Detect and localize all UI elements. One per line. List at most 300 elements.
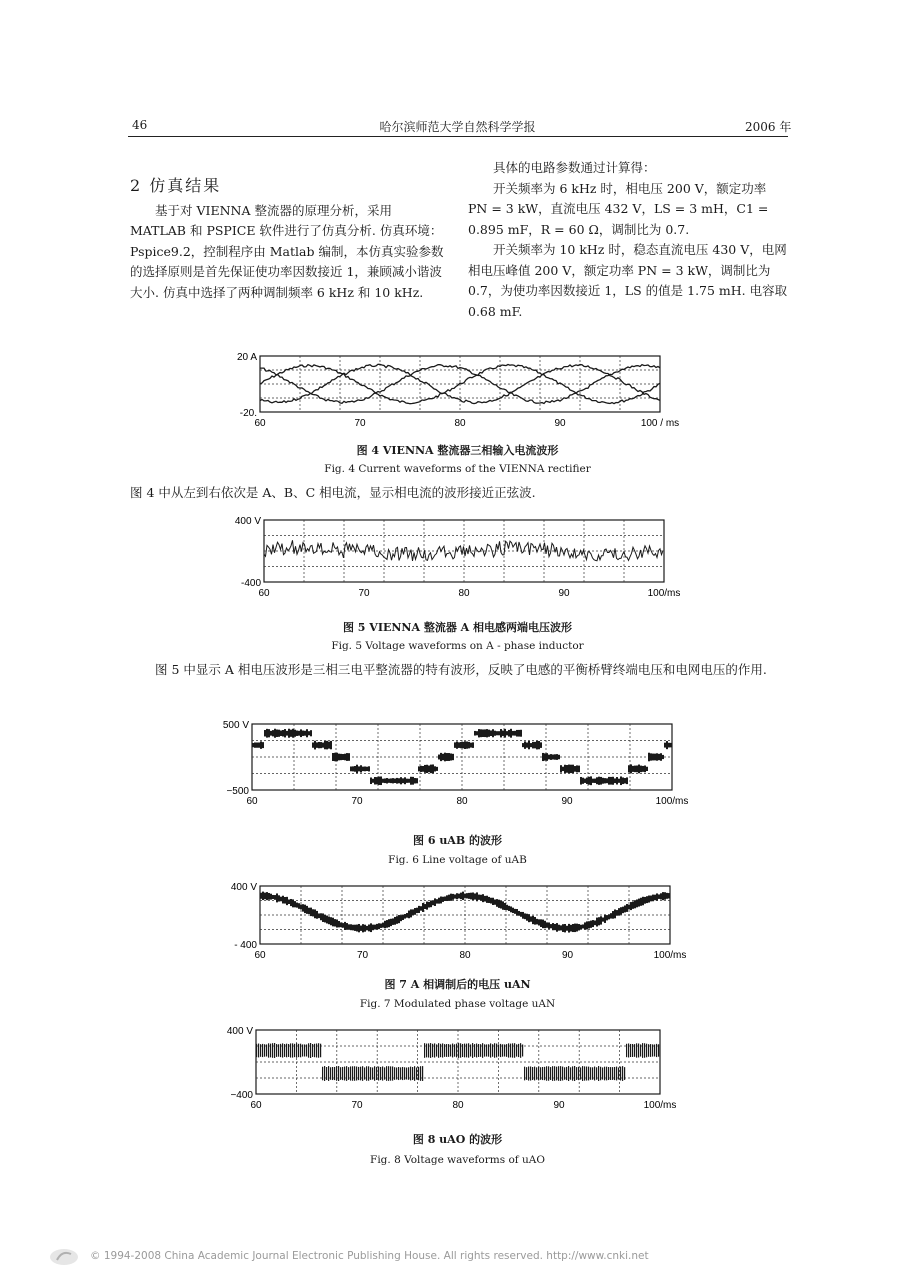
pwm-block-segment: [476, 1043, 477, 1057]
y-axis-top-label: 20 A: [236, 352, 257, 363]
line-voltage-segment: [542, 753, 544, 761]
line-voltage-segment: [444, 753, 446, 762]
line-voltage-segment: [312, 742, 314, 747]
pwm-block-segment: [330, 1067, 331, 1080]
pwm-block-segment: [600, 1067, 601, 1081]
y-axis-bottom-label: - 400: [234, 940, 257, 951]
phase-voltage-segment: [294, 901, 296, 907]
line-voltage-segment: [602, 778, 604, 784]
pwm-block-segment: [520, 1043, 521, 1058]
phase-voltage-segment: [396, 916, 398, 924]
x-tick-label: 90: [554, 418, 566, 429]
pwm-block-segment: [278, 1044, 279, 1056]
pwm-block-segment: [358, 1067, 359, 1080]
pwm-block-segment: [300, 1044, 301, 1058]
phase-voltage-segment: [576, 924, 578, 932]
pwm-block-segment: [256, 1044, 257, 1057]
phase-voltage-segment: [350, 924, 352, 930]
phase-voltage-segment: [556, 923, 558, 932]
phase-voltage-segment: [410, 909, 412, 917]
phase-voltage-segment: [298, 903, 300, 909]
pwm-block-segment: [504, 1044, 505, 1056]
line-voltage-segment: [488, 730, 490, 737]
pwm-block-segment: [656, 1044, 657, 1057]
fig5-caption-cn: 图 5 VIENNA 整流器 A 相电感两端电压波形: [342, 621, 573, 634]
x-tick-label: 80: [459, 950, 471, 961]
y-axis-bottom-label: -20.: [239, 408, 257, 419]
line-voltage-segment: [436, 767, 438, 771]
line-voltage-segment: [368, 766, 370, 771]
line-voltage-segment: [462, 742, 464, 748]
pwm-block-segment: [388, 1066, 389, 1081]
phase-voltage-segment: [612, 911, 614, 919]
header-rule: [128, 136, 788, 137]
left-column: [130, 176, 445, 303]
phase-voltage-segment: [278, 895, 280, 901]
line-voltage-segment: [554, 754, 556, 759]
line-voltage-segment: [452, 754, 454, 760]
fig6-plot: [212, 714, 692, 814]
pwm-block-segment: [530, 1067, 531, 1081]
phase-voltage-segment: [652, 895, 654, 902]
y-axis-bottom-label: -400: [240, 578, 261, 589]
phase-voltage-segment: [422, 903, 424, 912]
line-voltage-segment: [536, 741, 538, 750]
line-voltage-segment: [470, 743, 472, 748]
phase-voltage-segment: [356, 925, 358, 932]
phase-voltage-segment: [414, 908, 416, 915]
phase-voltage-segment: [316, 911, 318, 919]
x-tick-label: 100/ms: [647, 588, 681, 599]
pwm-block-segment: [262, 1044, 263, 1057]
pwm-block-segment: [512, 1043, 513, 1057]
phase-voltage-segment: [384, 921, 386, 928]
phase-voltage-segment: [400, 915, 402, 921]
pwm-block-segment: [548, 1066, 549, 1080]
pwm-block-segment: [318, 1043, 319, 1057]
pwm-block-segment: [258, 1044, 259, 1058]
line-voltage-segment: [316, 742, 318, 747]
pwm-block-segment: [284, 1044, 285, 1057]
phase-voltage-segment: [390, 919, 392, 926]
phase-voltage-segment: [334, 919, 336, 926]
pwm-block-segment: [306, 1044, 307, 1056]
phase-voltage-segment: [458, 894, 460, 899]
line-voltage-segment: [576, 765, 578, 772]
line-voltage-segment: [424, 765, 426, 773]
pwm-block-segment: [296, 1043, 297, 1057]
pwm-block-segment: [404, 1067, 405, 1080]
line-voltage-segment: [262, 742, 264, 748]
fig8-caption-cn: 图 8 uAO 的波形: [412, 1133, 503, 1146]
line-voltage-segment: [434, 766, 436, 771]
pwm-block-segment: [498, 1044, 499, 1056]
pwm-block-segment: [490, 1043, 491, 1057]
pwm-block-segment: [342, 1067, 343, 1080]
pwm-block-segment: [422, 1066, 423, 1081]
pwm-block-segment: [574, 1066, 575, 1081]
pwm-block-segment: [290, 1043, 291, 1057]
phase-voltage-segment: [522, 912, 524, 919]
phase-voltage-segment: [474, 893, 476, 899]
pwm-block-segment: [442, 1043, 443, 1057]
pwm-block-segment: [408, 1067, 409, 1080]
pwm-block-segment: [400, 1067, 401, 1079]
line-voltage-segment: [502, 731, 504, 736]
pwm-block-segment: [556, 1067, 557, 1081]
phase-voltage-segment: [288, 899, 290, 903]
phase-voltage-segment: [650, 896, 652, 902]
line-voltage-segment: [258, 742, 260, 747]
pwm-block-segment: [508, 1043, 509, 1057]
pwm-block-segment: [304, 1044, 305, 1056]
phase-voltage-segment: [286, 897, 288, 905]
pwm-block-segment: [580, 1067, 581, 1079]
pwm-block-segment: [266, 1044, 267, 1056]
pwm-block-segment: [402, 1067, 403, 1080]
phase-voltage-segment: [510, 906, 512, 912]
phase-voltage-segment: [476, 892, 478, 901]
phase-voltage-segment: [526, 914, 528, 921]
line-voltage-segment: [274, 729, 276, 738]
params-10khz: 开关频率为 10 kHz 时，稳态直流电压 430 V，电网相电压峰值 200 V，额定功率 PN = 3 kW，调制比为 0.7，为使功率因数接近 1，LS 的值是 1.75 mH. 电容取 0.68 mF.: [468, 242, 788, 319]
phase-voltage-segment: [370, 923, 372, 932]
line-voltage-segment: [340, 754, 342, 760]
phase-voltage-segment: [472, 892, 474, 900]
line-voltage-segment: [356, 765, 358, 773]
phase-voltage-segment: [452, 894, 454, 900]
line-voltage-segment: [540, 742, 542, 748]
phase-voltage-segment: [548, 922, 550, 928]
line-voltage-segment: [572, 765, 574, 773]
line-voltage-segment: [490, 730, 492, 736]
line-voltage-segment: [534, 742, 536, 748]
phase-voltage-segment: [432, 901, 434, 906]
phase-voltage-segment: [310, 908, 312, 916]
x-tick-label: 60: [250, 1100, 262, 1111]
phase-voltage-segment: [360, 926, 362, 931]
phase-voltage-segment: [550, 924, 552, 928]
x-tick-label: 100/ms: [655, 796, 689, 807]
y-axis-top-label: 400 V: [234, 516, 261, 527]
pwm-block-segment: [384, 1067, 385, 1079]
pwm-block-segment: [352, 1066, 353, 1080]
line-voltage-segment: [386, 778, 388, 783]
phase-voltage-segment: [318, 913, 320, 918]
pwm-block-segment: [500, 1044, 501, 1057]
fig6-caption-en: Fig. 6 Line voltage of uAB: [388, 854, 527, 866]
fig4-description: 图 4 中从左到右依次是 A、B、C 相电流，显示相电流的波形接近正弦波.: [130, 485, 536, 500]
line-voltage-segment: [586, 778, 588, 784]
pwm-block-segment: [444, 1044, 445, 1057]
pwm-block-segment: [542, 1067, 543, 1080]
phase-voltage-segment: [276, 893, 278, 902]
fig5-plot: [228, 512, 688, 604]
line-voltage-segment: [280, 730, 282, 735]
line-voltage-segment: [578, 766, 580, 773]
line-voltage-segment: [352, 766, 354, 771]
pwm-block-segment: [368, 1066, 369, 1080]
phase-voltage-segment: [630, 902, 632, 910]
pwm-block-segment: [378, 1066, 379, 1080]
pwm-block-segment: [446, 1044, 447, 1057]
header-year: 2006 年: [745, 120, 792, 134]
pwm-block-segment: [380, 1067, 381, 1080]
pwm-block-segment: [536, 1067, 537, 1079]
pwm-block-segment: [452, 1044, 453, 1058]
pwm-block-segment: [386, 1066, 387, 1081]
phase-voltage-segment: [580, 925, 582, 929]
phase-voltage-segment: [562, 924, 564, 932]
phase-voltage-segment: [592, 920, 594, 927]
phase-voltage-segment: [656, 893, 658, 900]
phase-voltage-segment: [596, 918, 598, 927]
line-voltage-segment: [552, 755, 554, 760]
phase-voltage-segment: [546, 923, 548, 928]
phase-voltage-segment: [514, 909, 516, 914]
params-6khz: 开关频率为 6 kHz 时，相电压 200 V，额定功率 PN = 3 kW，直流电压 432 V，LS = 3 mH，C1 = 0.895 mF，R = 60 Ω，调制比为 0.7.: [468, 180, 769, 237]
pwm-block-segment: [314, 1044, 315, 1057]
pwm-block-segment: [350, 1066, 351, 1080]
line-voltage-segment: [406, 779, 408, 783]
pwm-block-segment: [632, 1044, 633, 1057]
fig6-caption-cn: 图 6 uAB 的波形: [413, 834, 502, 847]
line-voltage-segment: [532, 742, 534, 749]
phase-voltage-segment: [260, 893, 262, 899]
phase-voltage-segment: [362, 924, 364, 932]
phase-voltage-segment: [342, 923, 344, 928]
line-voltage-segment: [400, 777, 402, 784]
x-tick-label: 70: [358, 588, 370, 599]
pwm-block-segment: [268, 1043, 269, 1057]
pwm-block-segment: [550, 1067, 551, 1080]
phase-voltage-segment: [462, 892, 464, 900]
pwm-block-segment: [484, 1044, 485, 1056]
line-voltage-segment: [260, 741, 262, 748]
journal-title: 哈尔滨师范大学自然科学学报: [379, 120, 536, 134]
x-tick-label: 70: [354, 418, 366, 429]
line-voltage-segment: [268, 729, 270, 737]
line-voltage-segment: [342, 754, 344, 760]
pwm-block-segment: [592, 1067, 593, 1079]
phase-voltage-segment: [280, 897, 282, 902]
phase-voltage-segment: [366, 926, 368, 930]
pwm-block-segment: [532, 1067, 533, 1080]
pwm-block-segment: [332, 1067, 333, 1080]
fig4-plot: [228, 348, 688, 430]
pwm-block-segment: [544, 1067, 545, 1080]
line-voltage-segment: [498, 731, 500, 735]
phase-voltage-segment: [470, 893, 472, 900]
line-voltage-segment: [306, 729, 308, 737]
line-voltage-segment: [516, 730, 518, 737]
phase-voltage-segment: [658, 894, 660, 898]
pwm-block-segment: [526, 1067, 527, 1080]
pwm-block-segment: [324, 1066, 325, 1081]
line-voltage-segment: [476, 731, 478, 735]
phase-voltage-segment: [352, 925, 354, 931]
line-voltage-segment: [484, 729, 486, 737]
phase-voltage-segment: [524, 913, 526, 919]
phase-voltage-segment: [594, 920, 596, 925]
line-voltage-segment: [430, 765, 432, 774]
line-voltage-segment: [318, 742, 320, 748]
line-voltage-segment: [634, 766, 636, 773]
line-voltage-segment: [294, 730, 296, 737]
line-voltage-segment: [310, 730, 312, 736]
phase-voltage-segment: [534, 917, 536, 925]
phase-voltage-segment: [660, 893, 662, 899]
phase-voltage-segment: [490, 898, 492, 904]
phase-voltage-segment: [604, 914, 606, 923]
pwm-block-segment: [618, 1067, 619, 1079]
phase-voltage-segment: [488, 897, 490, 903]
line-voltage-segment: [252, 743, 254, 747]
phase-voltage-segment: [586, 921, 588, 929]
pwm-block-segment: [602, 1067, 603, 1079]
pwm-block-segment: [346, 1066, 347, 1081]
phase-voltage-segment: [338, 921, 340, 927]
phase-voltage-segment: [428, 902, 430, 908]
phase-voltage-segment: [582, 924, 584, 928]
pwm-block-segment: [274, 1043, 275, 1058]
pwm-block-segment: [586, 1067, 587, 1081]
line-voltage-segment: [474, 731, 476, 736]
pwm-block-segment: [608, 1067, 609, 1080]
phase-voltage-segment: [530, 916, 532, 921]
line-voltage-segment: [630, 764, 632, 773]
pwm-block-segment: [564, 1067, 565, 1079]
x-tick-label: 70: [351, 1100, 363, 1111]
line-voltage-segment: [450, 753, 452, 760]
line-voltage-segment: [414, 778, 416, 783]
phase-voltage-segment: [494, 899, 496, 904]
line-voltage-segment: [354, 766, 356, 772]
pwm-block-segment: [458, 1043, 459, 1058]
line-voltage-segment: [654, 754, 656, 761]
line-voltage-segment: [564, 765, 566, 773]
phase-voltage-segment: [382, 923, 384, 928]
pwm-block-segment: [424, 1043, 425, 1058]
phase-voltage-segment: [302, 904, 304, 911]
line-voltage-segment: [296, 731, 298, 736]
line-voltage-segment: [360, 765, 362, 772]
phase-voltage-segment: [570, 925, 572, 932]
line-voltage-segment: [526, 743, 528, 748]
copyright-footer: © 1994-2008 China Academic Journal Electronic Publishing House. All rights reserved. http://www.cnki.net: [90, 1250, 649, 1262]
pwm-block-segment: [416, 1067, 417, 1079]
x-tick-label: 70: [356, 950, 369, 961]
line-voltage-segment: [298, 731, 300, 736]
line-voltage-segment: [276, 730, 278, 737]
line-voltage-segment: [518, 730, 520, 737]
pwm-block-segment: [468, 1043, 469, 1057]
line-voltage-segment: [284, 729, 286, 737]
pwm-block-segment: [474, 1044, 475, 1057]
page-number: 46: [132, 118, 148, 132]
pwm-block-segment: [348, 1067, 349, 1080]
pwm-block-segment: [506, 1044, 507, 1057]
line-voltage-segment: [362, 767, 364, 771]
phase-voltage-segment: [484, 896, 486, 902]
line-voltage-segment: [412, 777, 414, 785]
pwm-block-segment: [554, 1066, 555, 1081]
pwm-block-segment: [628, 1043, 629, 1057]
line-voltage-segment: [596, 777, 598, 784]
pwm-block-segment: [440, 1044, 441, 1057]
pwm-block-segment: [652, 1044, 653, 1056]
pwm-block-segment: [538, 1067, 539, 1081]
y-axis-top-label: 500 V: [222, 720, 249, 731]
phase-voltage-segment: [300, 904, 302, 909]
pwm-block-segment: [356, 1067, 357, 1081]
pwm-block-segment: [302, 1044, 303, 1056]
phase-voltage-segment: [626, 904, 628, 912]
x-tick-label: 80: [452, 1100, 464, 1111]
y-axis-bottom-label: −400: [230, 1090, 253, 1101]
pwm-block-segment: [594, 1067, 595, 1081]
section-title: 2 仿真结果: [130, 176, 222, 195]
phase-voltage-segment: [492, 898, 494, 905]
line-voltage-segment: [480, 729, 482, 737]
phase-voltage-segment: [620, 907, 622, 914]
pwm-block-segment: [270, 1044, 271, 1058]
pwm-block-segment: [626, 1044, 627, 1057]
pwm-block-segment: [598, 1066, 599, 1081]
x-tick-label: 90: [561, 950, 574, 961]
line-voltage-segment: [292, 729, 294, 738]
line-voltage-segment: [448, 753, 450, 761]
line-voltage-segment: [388, 779, 390, 783]
fig4-caption-en: Fig. 4 Current waveforms of the VIENNA rectifier: [324, 463, 591, 475]
line-voltage-segment: [606, 778, 608, 783]
pwm-block-segment: [576, 1067, 577, 1080]
phase-voltage-segment: [394, 917, 396, 925]
pwm-block-segment: [534, 1067, 535, 1081]
phase-voltage-segment: [560, 925, 562, 930]
phase-voltage-segment: [456, 893, 458, 899]
x-tick-label: 80: [454, 418, 466, 429]
line-voltage-segment: [428, 766, 430, 773]
line-voltage-segment: [618, 779, 620, 783]
pwm-block-segment: [362, 1066, 363, 1081]
phase-voltage-segment: [486, 896, 488, 903]
line-voltage-segment: [334, 753, 336, 761]
line-voltage-segment: [320, 742, 322, 748]
phase-voltage-segment: [578, 924, 580, 930]
params-intro: 具体的电路参数通过计算得：: [493, 160, 656, 175]
fig5-caption-en: Fig. 5 Voltage waveforms on A - phase inductor: [331, 640, 584, 652]
line-voltage-segment: [558, 755, 560, 759]
phase-voltage-segment: [540, 919, 542, 927]
pwm-block-segment: [398, 1067, 399, 1080]
phase-voltage-segment: [588, 921, 590, 928]
pwm-block-segment: [428, 1043, 429, 1057]
phase-voltage-segment: [536, 919, 538, 925]
line-voltage-segment: [662, 755, 664, 759]
line-voltage-segment: [670, 743, 672, 748]
phase-voltage-segment: [572, 924, 574, 932]
pwm-block-segment: [288, 1044, 289, 1057]
phase-voltage-segment: [636, 899, 638, 907]
x-tick-label: 80: [456, 796, 468, 807]
pwm-block-segment: [488, 1044, 489, 1056]
figure-5: [228, 512, 688, 604]
phase-voltage-segment: [336, 920, 338, 928]
phase-voltage-segment: [314, 909, 316, 918]
pwm-block-segment: [364, 1067, 365, 1079]
pwm-block-segment: [472, 1043, 473, 1058]
